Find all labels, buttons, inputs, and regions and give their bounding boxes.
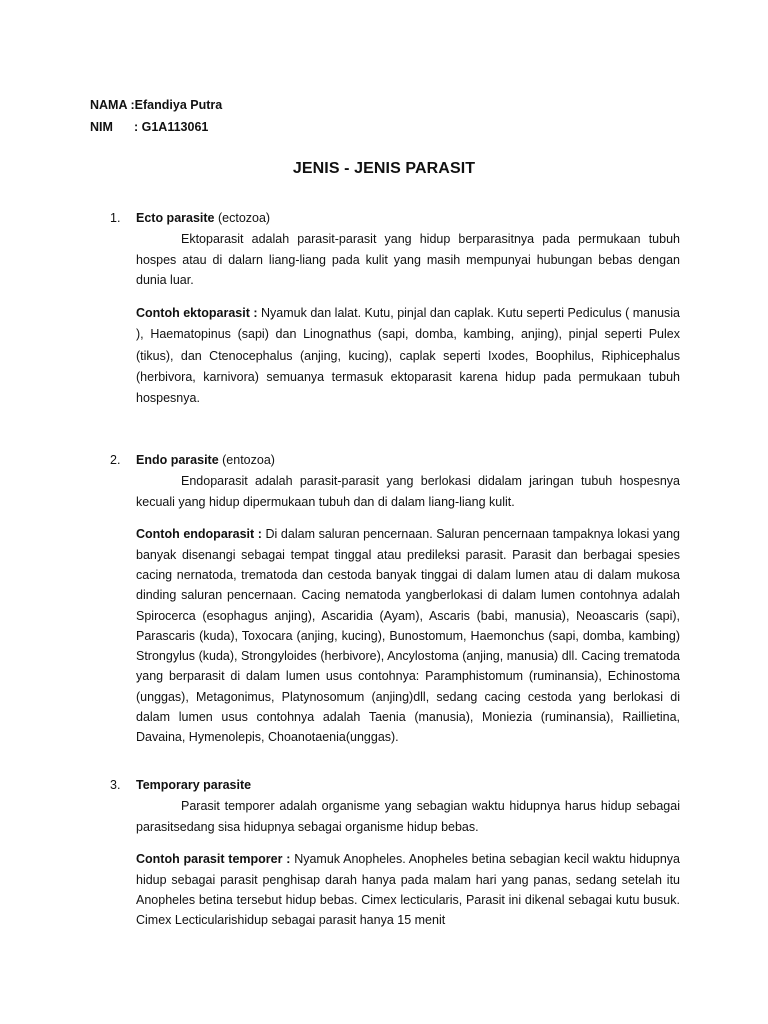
document-title: JENIS - JENIS PARASIT xyxy=(292,160,476,177)
definition-paragraph: Ektoparasit adalah parasit-parasit yang hidup berparasitnya pada permukaan tubuh hospes atau di dalarn liang-liang pada kulit yang masih mempunyai hubungan bebas dengan dunia luar. xyxy=(136,231,680,288)
example-text: Nyamuk Anopheles. Anopheles betina sebagian kecil waktu hidupnya hidup sebagai parasit penghisap darah hanya pada malam hari yang panas, sedang setelah itu Anopheles betina tersebut hidup bebas. Cimex lecticularis, Parasit ini dikenal sebagai kutu busuk. Cimex Lecticularishidup sebagai parasit hanya 15 menit xyxy=(136,852,680,928)
definition-paragraph: Parasit temporer adalah organisme yang sebagian waktu hidupnya harus hidup sebagai parasitsedang sisa hidupnya sebagai organisme hidup bebas. xyxy=(136,798,680,834)
section-heading-text: Ecto parasite xyxy=(136,211,215,225)
section-heading xyxy=(110,208,680,229)
section-heading xyxy=(110,775,680,796)
section-heading-paren: (entozoa) xyxy=(218,453,275,467)
example-paragraph xyxy=(136,303,680,409)
section-number: 3. xyxy=(110,778,121,792)
example-text: Di dalam saluran pencernaan. Saluran pencernaan tampaknya lokasi yang banyak disenangi sebagai tempat tinggal atau predileksi parasit. Parasit dan berbagai spesies cacing nernatoda, trematoda dan cestoda banyak tinggai di dalam lumen atau di dalam mukosa dinding saluran pencernaan. Cacing nematoda yangberlokasi di dalam lumen contohnya adalah Spirocerca (esophagus anjing), Ascaridia (Ayam), Ascaris (babi, manusia), Neoascaris (sapi), Parascaris (kuda), Toxocara (anjing, kucing), Bunostomum, Haemonchus (sapi, domba, kambing) Strongylus (kuda), Strongyloides (herbivore), Ancylostoma (anjing, manusia) dll. Cacing trematoda yang berparasit di dalam lumen usus contohnya: Paramphistomum (ruminansia), Echinostoma (unggas), Metagonimus, Platynosomum (anjing)dll, sedang cacing cestoda yang berlokasi di dalam lumen usus contohnya adalah Taenia (manusia), Moniezia (ruminansia), Raillietina, Davaina, Hymenolepis, Choanotaenia(unggas). xyxy=(136,527,680,745)
student-header xyxy=(90,94,222,138)
section-number: 2. xyxy=(110,453,121,467)
example-label: Contoh endoparasit : xyxy=(136,527,262,542)
section-endo-parasite xyxy=(110,450,680,748)
nim-row xyxy=(90,116,222,138)
nim-label: NIM xyxy=(90,120,113,134)
name-label: NAMA : xyxy=(90,98,135,112)
name-row xyxy=(90,94,222,116)
definition-paragraph: Endoparasit adalah parasit-parasit yang berlokasi didalam jaringan tubuh hospesnya kecuali yang hidup dipermukaan tubuh dan di dalam liang-liang kulit. xyxy=(136,473,680,509)
section-number: 1. xyxy=(110,211,121,225)
section-body xyxy=(136,471,680,748)
nim-value: : G1A113061 xyxy=(134,120,209,134)
section-ecto-parasite xyxy=(110,208,680,409)
section-heading-text: Endo parasite xyxy=(136,453,219,467)
example-label: Contoh ektoparasit : xyxy=(136,306,258,321)
section-temporary-parasite xyxy=(110,775,680,931)
section-body xyxy=(136,229,680,409)
example-paragraph xyxy=(136,524,680,747)
section-body xyxy=(136,796,680,931)
section-heading xyxy=(110,450,680,471)
section-heading-text: Temporary parasite xyxy=(136,778,252,792)
example-paragraph xyxy=(136,849,680,930)
section-heading-paren: (ectozoa) xyxy=(214,211,271,225)
example-label: Contoh parasit temporer : xyxy=(136,852,291,867)
example-text: Nyamuk dan lalat. Kutu, pinjal dan caplak. Kutu seperti Pediculus ( manusia ), Haematopinus (sapi) dan Linognathus (sapi, domba, kambing, anjing), pinjal seperti Pulex (tikus), dan Ctenocephalus (anjing, kucing), caplak seperti Ixodes, Boophilus, Riphicephalus (herbivora, karnivora) semuanya termasuk ektoparasit karena hidup pada permukaan tubuh hospesnya. xyxy=(136,306,681,405)
name-value: Efandiya Putra xyxy=(134,98,223,112)
